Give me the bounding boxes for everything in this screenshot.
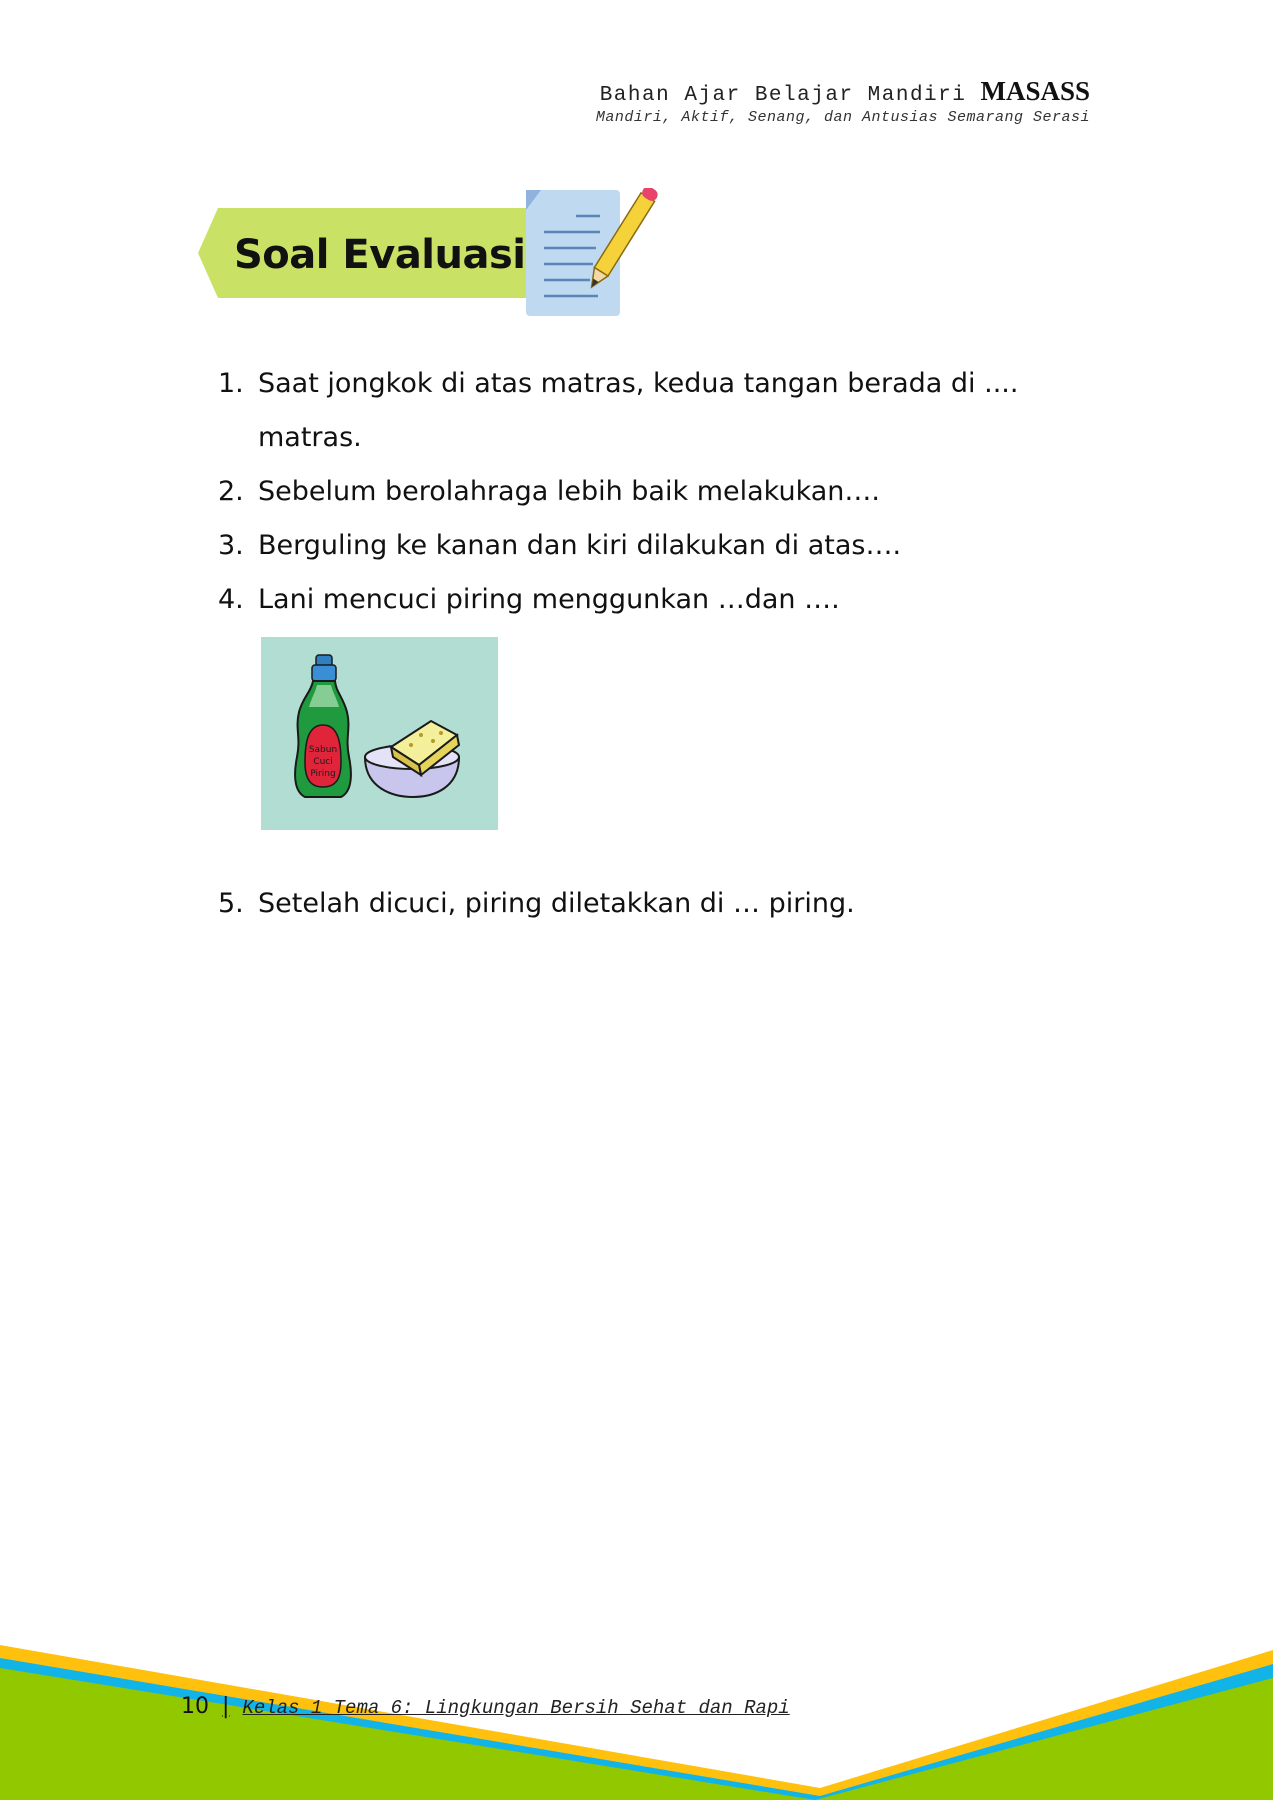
header-title-text: Bahan Ajar Belajar Mandiri bbox=[599, 84, 967, 107]
page-number: 10 bbox=[181, 1694, 209, 1719]
question-text-continued: matras. bbox=[258, 422, 362, 453]
section-banner bbox=[198, 188, 658, 318]
question-number: 1. bbox=[218, 368, 244, 399]
question-text: Saat jongkok di atas matras, kedua tangan berada di .... bbox=[258, 368, 1019, 399]
header-brand: MASASS bbox=[980, 76, 1090, 106]
footer-title: Kelas 1 Tema 6: Lingkungan Bersih Sehat dan Rapi bbox=[242, 1697, 790, 1719]
banner-title: Soal Evaluasi bbox=[234, 232, 526, 278]
question-text: Lani mencuci piring menggunkan …dan …. bbox=[258, 584, 840, 615]
question-number: 5. bbox=[218, 888, 244, 919]
illustration-graphic bbox=[261, 637, 498, 830]
question-item bbox=[218, 519, 1098, 573]
question-item bbox=[218, 877, 1098, 931]
dish-soap-sponge-illustration bbox=[261, 637, 498, 830]
question-item bbox=[218, 465, 1098, 519]
question-number: 3. bbox=[218, 530, 244, 561]
header-subtitle: Mandiri, Aktif, Senang, dan Antusias Semarang Serasi bbox=[595, 109, 1090, 126]
soap-bottle-icon bbox=[295, 655, 351, 797]
question-item bbox=[218, 357, 1098, 465]
footer-separator: | bbox=[222, 1694, 230, 1719]
question-text: Berguling ke kanan dan kiri dilakukan di atas…. bbox=[258, 530, 902, 561]
question-text: Sebelum berolahraga lebih baik melakukan…. bbox=[258, 476, 880, 507]
page-header bbox=[596, 76, 1090, 126]
footer-decoration bbox=[0, 1640, 1273, 1800]
page-footer bbox=[181, 1694, 790, 1719]
question-item bbox=[218, 573, 1098, 627]
question-text: Setelah dicuci, piring diletakkan di … piring. bbox=[258, 888, 855, 919]
question-number: 2. bbox=[218, 476, 244, 507]
question-number: 4. bbox=[218, 584, 244, 615]
bottle-label-line3: Piring bbox=[310, 769, 336, 779]
bottle-label-line2: Cuci bbox=[313, 757, 333, 767]
bottle-label-line1: Sabun bbox=[308, 745, 338, 755]
header-title bbox=[596, 76, 1090, 107]
